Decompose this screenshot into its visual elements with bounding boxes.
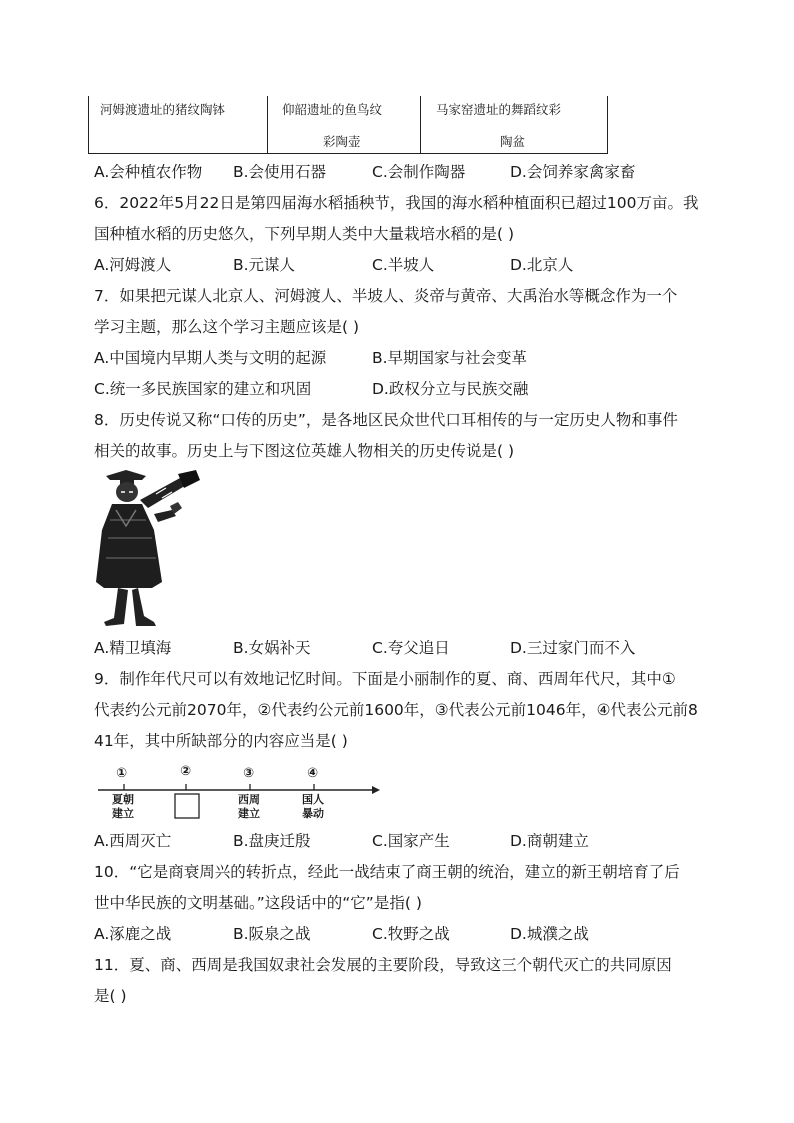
- q9-stem-line-2: 代表约公元前2070年，②代表约公元前1600年，③代表公元前1046年，④代表公元前8: [94, 701, 698, 719]
- q10-option-d: D.城濮之战: [510, 925, 589, 943]
- q8-stem-line-2: 相关的故事。历史上与下图这位英雄人物相关的历史传说是( ): [94, 442, 515, 460]
- q6-option-b: B.元谋人: [233, 256, 296, 274]
- q11-stem-line-2: 是( ): [94, 987, 127, 1005]
- q7-stem-line-2: 学习主题，那么这个学习主题应该是( ): [94, 318, 360, 336]
- q6-stem-line-1: 6．2022年5月22日是第四届海水稻插秧节，我国的海水稻种植面积已超过100万亩。我: [94, 194, 699, 212]
- table-cell-2-line-2: 彩陶壶: [323, 134, 361, 149]
- table-cell-2-line-1: 仰韶遗址的鱼鸟纹: [282, 102, 383, 117]
- q8-option-a: A.精卫填海: [94, 639, 172, 657]
- timeline-label-3-line-2: 建立: [238, 807, 260, 820]
- q7-stem-line-1: 7．如果把元谋人北京人、河姆渡人、半坡人、炎帝与黄帝、大禹治水等概念作为一个: [94, 287, 678, 305]
- q8-stem-line-1: 8．历史传说又称“口传的历史”，是各地区民众世代口耳相传的与一定历史人物和事件: [94, 411, 678, 429]
- q5-option-b: B.会使用石器: [233, 163, 327, 181]
- q10-option-b: B.阪泉之战: [233, 925, 311, 943]
- q8-option-d: D.三过家门而不入: [510, 639, 636, 657]
- q7-option-b: B.早期国家与社会变革: [372, 349, 528, 367]
- q7-option-a: A.中国境内早期人类与文明的起源: [94, 349, 327, 367]
- q10-stem-line-1: 10．“它是商衰周兴的转折点，经此一战结束了商王朝的统治，建立的新王朝培育了后: [94, 863, 680, 881]
- timeline-marker-2: ②: [180, 764, 192, 779]
- q9-option-c: C.国家产生: [372, 832, 450, 850]
- timeline-marker-1: ①: [116, 766, 128, 781]
- q6-option-c: C.半坡人: [372, 256, 435, 274]
- table-cell-3-line-1: 马家窑遗址的舞蹈纹彩: [436, 102, 562, 117]
- timeline-marker-3: ③: [243, 766, 255, 781]
- q7-option-c: C.统一多民族国家的建立和巩固: [94, 380, 312, 398]
- q9-option-b: B.盘庚迁殷: [233, 832, 311, 850]
- q11-stem-line-1: 11．夏、商、西周是我国奴隶社会发展的主要阶段，导致这三个朝代灭亡的共同原因: [94, 956, 672, 974]
- q9-option-d: D.商朝建立: [510, 832, 589, 850]
- q5-option-c: C.会制作陶器: [372, 163, 466, 181]
- timeline: [96, 762, 386, 822]
- q9-stem-line-3: 41年，其中所缺部分的内容应当是( ): [94, 732, 348, 750]
- q10-stem-line-2: 世中华民族的文明基础。”这段话中的“它”是指( ): [94, 894, 422, 912]
- q8-option-b: B.女娲补天: [233, 639, 311, 657]
- q8-option-c: C.夸父追日: [372, 639, 450, 657]
- q6-option-d: D.北京人: [510, 256, 574, 274]
- q5-option-d: D.会饲养家禽家畜: [510, 163, 636, 181]
- q5-option-a: A.会种植农作物: [94, 163, 203, 181]
- timeline-label-3-line-1: 西周: [238, 793, 260, 806]
- q10-option-c: C.牧野之战: [372, 925, 450, 943]
- timeline-label-4-line-1: 国人: [302, 793, 324, 806]
- q9-option-a: A.西周灭亡: [94, 832, 172, 850]
- q6-option-a: A.河姆渡人: [94, 256, 172, 274]
- timeline-label-1-line-1: 夏朝: [112, 793, 134, 806]
- table-cell-1: 河姆渡遗址的猪纹陶钵: [100, 102, 226, 117]
- table-cell-3-line-2: 陶盆: [500, 134, 526, 149]
- q7-option-d: D.政权分立与民族交融: [372, 380, 529, 398]
- timeline-marker-4: ④: [307, 766, 319, 781]
- hero-figure-image: [96, 470, 206, 630]
- timeline-label-4-line-2: 暴动: [302, 807, 324, 820]
- q9-stem-line-1: 9．制作年代尺可以有效地记忆时间。下面是小丽制作的夏、商、西周年代尺，其中①: [94, 670, 676, 688]
- timeline-label-1-line-2: 建立: [112, 807, 134, 820]
- q10-option-a: A.涿鹿之战: [94, 925, 172, 943]
- q6-stem-line-2: 国种植水稻的历史悠久，下列早期人类中大量栽培水稻的是( ): [94, 225, 515, 243]
